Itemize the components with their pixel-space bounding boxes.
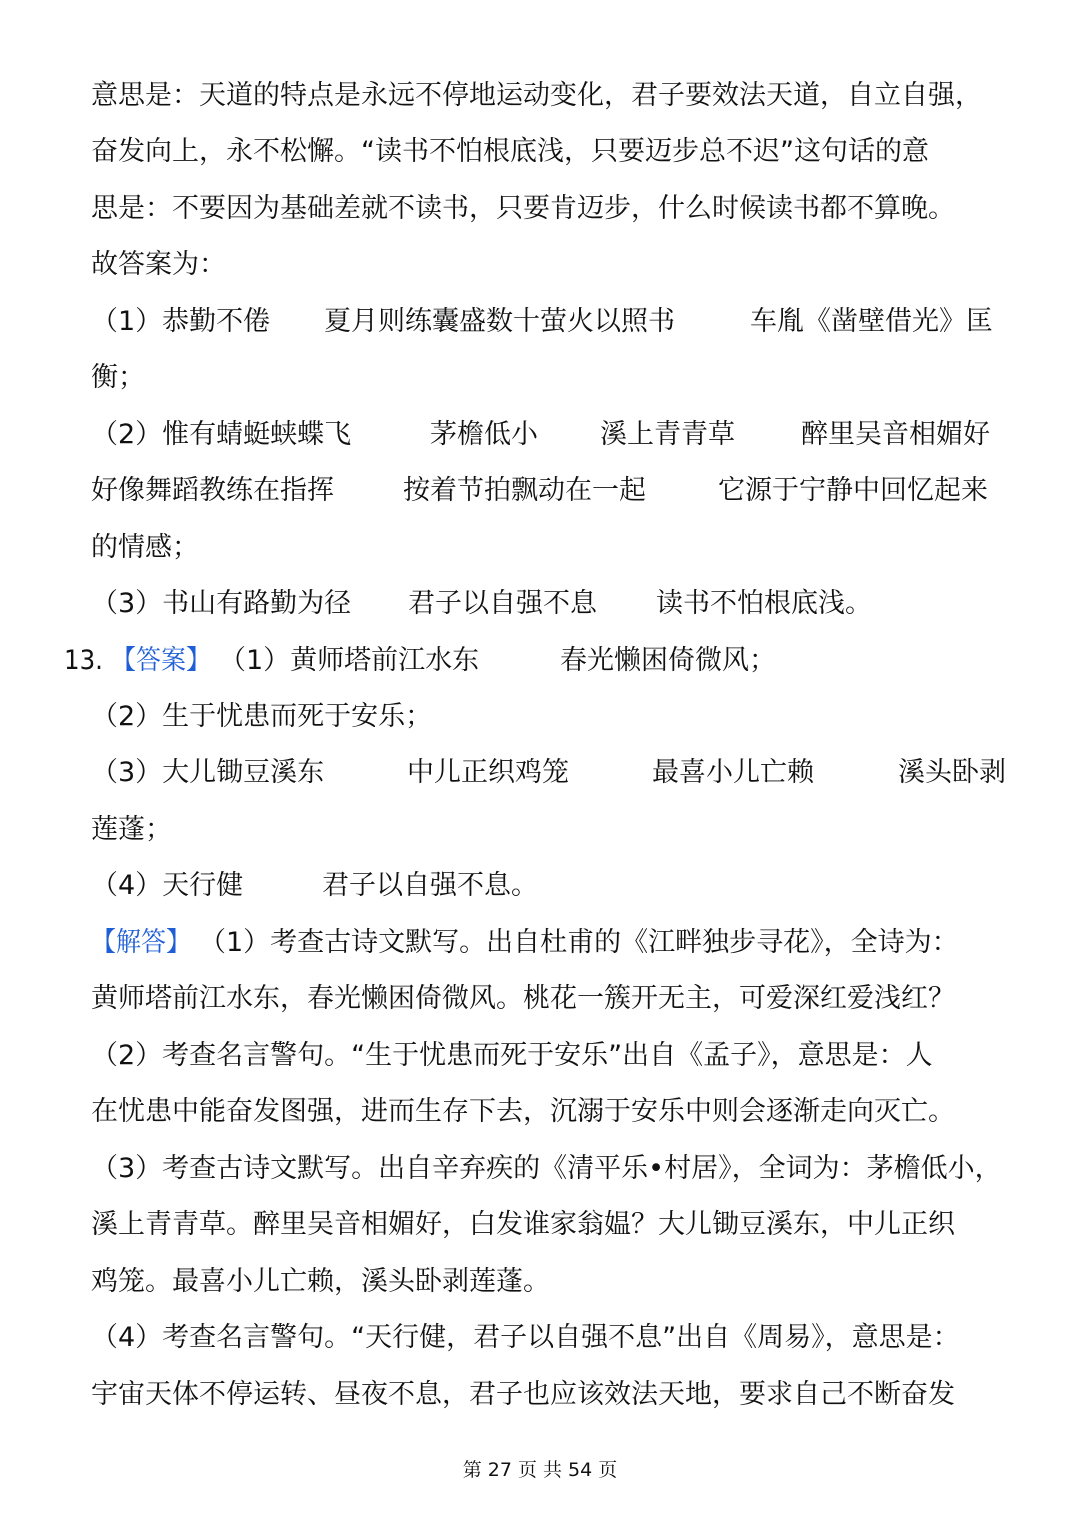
answer-line: [0, 463, 1080, 519]
answer-line: [0, 294, 1080, 350]
answer-item: 好像舞蹈教练在指挥: [91, 475, 334, 506]
answer-line: [0, 858, 1080, 914]
text-line: [0, 1141, 1080, 1197]
text: （4）考查名言警句。“天行健，君子以自强不息”出自《周易》，意思是：: [91, 1322, 960, 1353]
text-line: [0, 350, 1080, 406]
answer-item: 醉里吴音相媚好: [801, 419, 990, 450]
text: （2）考查名言警句。“生于忧患而死于安乐”出自《孟子》，意思是：人: [91, 1040, 933, 1071]
text-line: [0, 237, 1080, 293]
text: 宇宙天体不停运转、昼夜不息，君子也应该效法天地，要求自己不断奋发: [91, 1379, 955, 1410]
answer-item: （1）黄师塔前江水东: [219, 645, 480, 676]
text: （1）考查古诗文默写。出自杜甫的《江畔独步寻花》，全诗为：: [199, 927, 959, 958]
text-line: [0, 68, 1080, 124]
text-line: [0, 520, 1080, 576]
text-line: [0, 1254, 1080, 1310]
answer-item: 春光懒困倚微风；: [560, 645, 776, 676]
answer-item: 溪头卧剥: [898, 757, 1006, 788]
text: 黄师塔前江水东，春光懒困倚微风。桃花一簇开无主，可爱深红爱浅红？: [91, 983, 955, 1014]
text: 溪上青青草。醉里吴音相媚好，白发谁家翁媪？大儿锄豆溪东，中儿正织: [91, 1209, 955, 1240]
answer-label: 【答案】: [111, 645, 211, 676]
answer-item: 它源于宁静中回忆起来: [718, 475, 988, 506]
text-line: [0, 1084, 1080, 1140]
answer-item: 最喜小儿亡赖: [652, 757, 814, 788]
explanation-label: 【解答】: [91, 927, 191, 958]
question-number: 13.: [64, 645, 103, 676]
answer-item: （4）天行健: [91, 870, 244, 901]
answer-item: 茅檐低小: [430, 419, 538, 450]
text: 在忧患中能奋发图强，进而生存下去，沉溺于安乐中则会逐渐走向灭亡。: [91, 1096, 955, 1127]
explanation-line: [0, 915, 1080, 971]
text-line: [0, 1197, 1080, 1253]
answer-item: 读书不怕根底浅。: [656, 588, 872, 619]
text: 衡；: [91, 362, 145, 393]
text-line: [0, 124, 1080, 180]
answer-item: 中儿正织鸡笼: [407, 757, 569, 788]
text-line: [0, 689, 1080, 745]
answer-item: （2）惟有蜻蜓蛱蝶飞: [91, 419, 352, 450]
answer-item: 君子以自强不息: [408, 588, 597, 619]
text-line: [0, 1028, 1080, 1084]
text-line: [0, 1367, 1080, 1423]
answer-line: [0, 745, 1080, 801]
answer-item: （3）大儿锄豆溪东: [91, 757, 325, 788]
answer-item: （1）恭勤不倦: [91, 306, 271, 337]
text-line: [0, 971, 1080, 1027]
text: 的情感；: [91, 532, 199, 563]
question-13-answer: [0, 633, 1080, 689]
text: 思是：不要因为基础差就不读书，只要肯迈步，什么时候读书都不算晚。: [91, 193, 955, 224]
answer-item: 按着节拍飘动在一起: [403, 475, 646, 506]
text: 鸡笼。最喜小儿亡赖，溪头卧剥莲蓬。: [91, 1266, 550, 1297]
answer-item: 溪上青青草: [600, 419, 735, 450]
text: （3）考查古诗文默写。出自辛弃疾的《清平乐•村居》，全词为：茅檐低小，: [91, 1153, 1002, 1184]
text: 意思是：天道的特点是永远不停地运动变化，君子要效法天道，自立自强，: [91, 80, 982, 111]
answer-item: 车胤《凿壁借光》匡: [750, 306, 993, 337]
answer-item: 夏月则练囊盛数十萤火以照书: [324, 306, 675, 337]
text-line: [0, 1310, 1080, 1366]
text-line: [0, 181, 1080, 237]
answer-line: [0, 576, 1080, 632]
page-footer: 第 27 页 共 54 页: [462, 1459, 618, 1481]
text: 奋发向上，永不松懈。“读书不怕根底浅，只要迈步总不迟”这句话的意: [91, 136, 929, 167]
answer-item: （3）书山有路勤为径: [91, 588, 352, 619]
answer-item: 君子以自强不息。: [322, 870, 538, 901]
text-line: [0, 802, 1080, 858]
text: 故答案为：: [91, 249, 226, 280]
text: 莲蓬；: [91, 814, 172, 845]
text: （2）生于忧患而死于安乐；: [91, 701, 433, 732]
answer-line: [0, 407, 1080, 463]
